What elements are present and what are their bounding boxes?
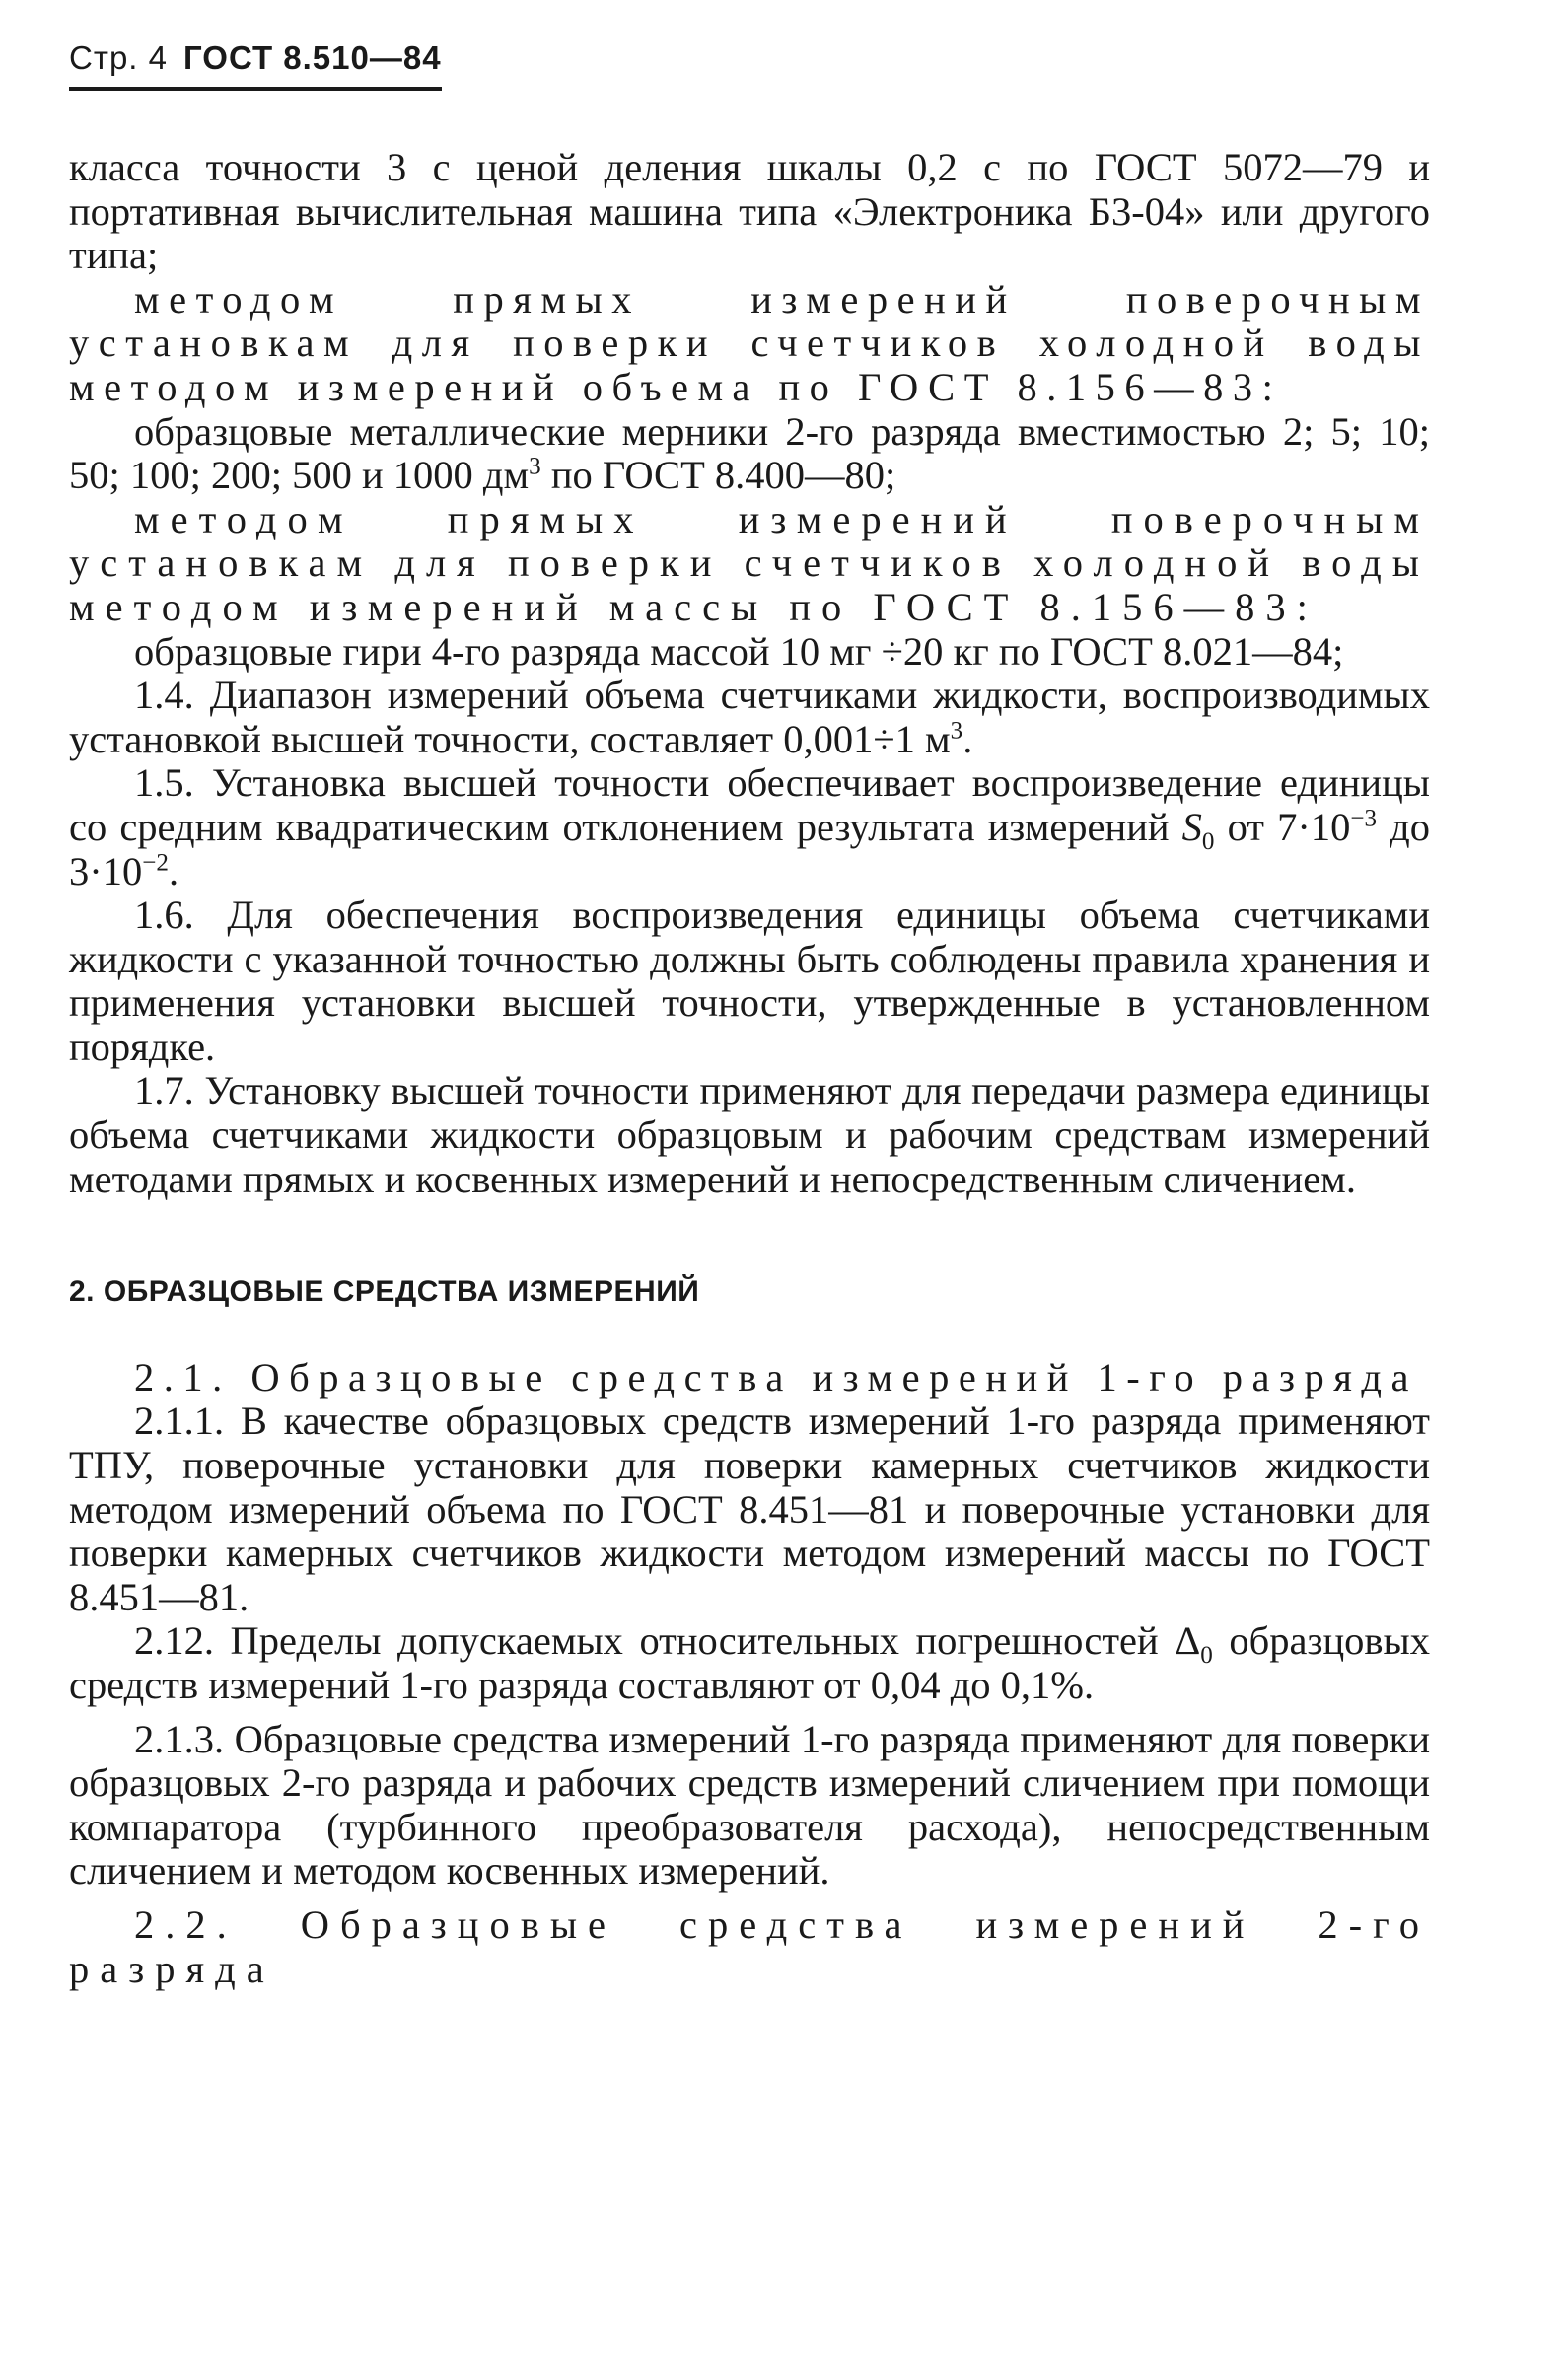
paragraph-1-5-from: от 7·10 — [1214, 804, 1351, 849]
running-header — [69, 39, 442, 91]
paragraph-1-7: 1.7. Установку высшей точности применяют для передачи размера единицы объема счетчиками жидкости образцовым и рабочим средствам измерений методами прямых и косвенных измерений и непосредственным сличением. — [69, 1068, 1430, 1201]
delta-subscript: 0 — [1200, 1642, 1213, 1670]
paragraph-2-1-2 — [69, 1619, 1430, 1707]
paragraph-3-superscript: 3 — [529, 453, 541, 480]
paragraph-1-4 — [69, 674, 1430, 761]
paragraph-1-5-end: . — [168, 848, 179, 894]
exponent-2: −2 — [142, 849, 169, 876]
paragraph-1: класса точности 3 с ценой деления шкалы 0,2 с по ГОСТ 5072—79 и портативная вычислительная машина типа «Электроника Б3-04» или другого типа; — [69, 145, 1430, 278]
body-text — [69, 146, 1430, 1991]
paragraph-3 — [69, 410, 1430, 498]
paragraph-4: методом прямых измерений поверочным установкам для поверки счетчиков холодной воды методом измерений массы по ГОСТ 8.156—83: — [69, 496, 1430, 629]
paragraph-1-4-text: 1.4. Диапазон измерений объема счетчиками жидкости, воспроизводимых установкой высшей точности, составляет 0,001÷1 м — [69, 673, 1430, 761]
symbol-s: S — [1181, 804, 1202, 849]
subsection-2-1-title: 2.1. Образцовые средства измерений 1-го разряда — [134, 1354, 1418, 1399]
paragraph-2-1-1: 2.1.1. В качестве образцовых средств измерений 1-го разряда применяют ТПУ, поверочные установки для поверки камерных счетчиков жидкости методом измерений объема по ГОСТ 8.451—81 и поверочные установки для поверки камерных счетчиков жидкости методом измерений массы по ГОСТ 8.451—81. — [69, 1398, 1430, 1619]
paragraph-1-5-text: 1.5. Установка высшей точности обеспечивает воспроизведение единицы со средним квадратическим отклонением результата измерений — [69, 760, 1430, 849]
exponent-1: −3 — [1350, 805, 1378, 832]
paragraph-1-4-superscript: 3 — [950, 717, 963, 745]
paragraph-1-4-tail: . — [962, 716, 973, 761]
section-heading: 2. ОБРАЗЦОВЫЕ СРЕДСТВА ИЗМЕРЕНИЙ — [69, 1275, 700, 1309]
paragraph-5: образцовые гири 4-го разряда массой 10 мг ÷20 кг по ГОСТ 8.021—84; — [134, 628, 1344, 674]
page-label: Стр. 4 — [69, 39, 168, 76]
document-page — [69, 39, 1430, 1991]
paragraph-3-text: образцовые металлические мерники 2-го разряда вместимостью 2; 5; 10; 50; 100; 200; 500 и 1000 дм — [69, 408, 1430, 498]
paragraph-2-1-3: 2.1.3. Образцовые средства измерений 1-го разряда применяют для поверки образцовых 2-го разряда и рабочих средств измерений сличением при помощи компаратора (турбинного преобразователя расхода), непосредственным сличением и методом косвенных измерений. — [69, 1716, 1430, 1894]
symbol-s-subscript: 0 — [1201, 828, 1215, 855]
paragraph-1-6: 1.6. Для обеспечения воспроизведения единицы объема счетчиками жидкости с указанной точностью должны быть соблюдены правила хранения и применения установки высшей точности, утвержденные в установленном порядке. — [69, 893, 1430, 1069]
subsection-2-2-title: 2.2. Образцовые средства измерений 2-го разряда — [69, 1901, 1430, 1991]
paragraph-3-tail: по ГОСТ 8.400—80; — [540, 453, 896, 498]
document-id: ГОСТ 8.510—84 — [183, 39, 442, 76]
paragraph-2-1-2-tail: образцовых средств измерений 1-го разряда составляют от 0,04 до 0,1%. — [69, 1618, 1430, 1707]
paragraph-2: методом прямых измерений поверочным установкам для поверки счетчиков холодной воды методом измерений объема по ГОСТ 8.156—83: — [69, 276, 1430, 409]
paragraph-2-1-2-text: 2.12. Пределы допускаемых относительных погрешностей Δ — [134, 1618, 1201, 1664]
paragraph-1-5-to: до 3·10 — [69, 804, 1431, 894]
paragraph-1-5 — [69, 761, 1430, 894]
